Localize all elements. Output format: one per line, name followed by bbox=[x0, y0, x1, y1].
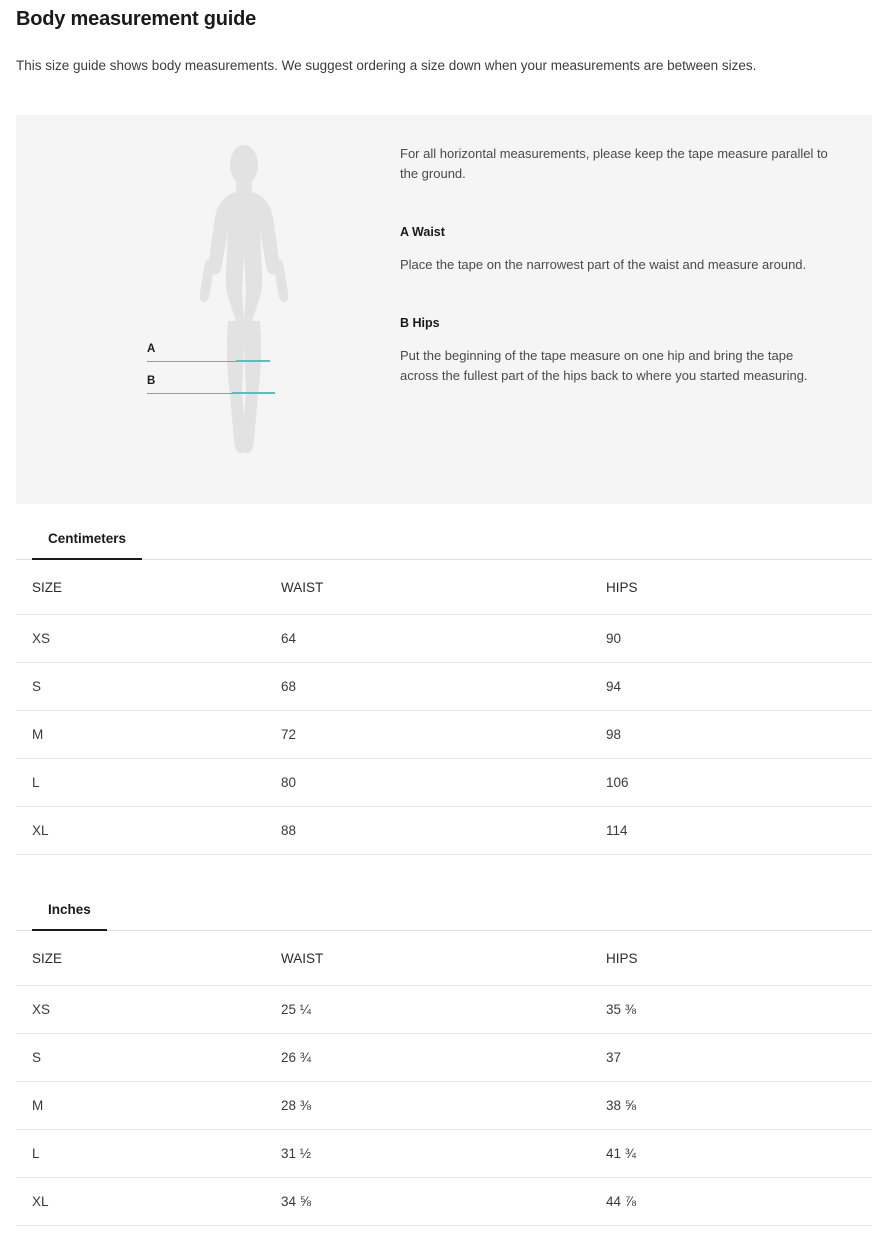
measurement-block-waist bbox=[400, 225, 832, 275]
cell-waist: 34 ⅝ bbox=[281, 1177, 606, 1225]
cell-size: XL bbox=[16, 1177, 281, 1225]
cell-hips: 37 bbox=[606, 1033, 872, 1081]
column-header-size: SIZE bbox=[16, 931, 281, 986]
cell-hips: 38 ⅝ bbox=[606, 1081, 872, 1129]
cell-hips: 94 bbox=[606, 662, 872, 710]
table-row bbox=[16, 614, 872, 662]
measurement-block-hips bbox=[400, 316, 832, 386]
column-header-waist: WAIST bbox=[281, 560, 606, 615]
cell-hips: 35 ⅜ bbox=[606, 985, 872, 1033]
column-header-size: SIZE bbox=[16, 560, 281, 615]
tab-bar-centimeters bbox=[16, 512, 872, 560]
cell-size: L bbox=[16, 758, 281, 806]
cell-waist: 64 bbox=[281, 614, 606, 662]
table-row bbox=[16, 985, 872, 1033]
cell-hips: 98 bbox=[606, 710, 872, 758]
measurement-title-waist: A Waist bbox=[400, 225, 445, 240]
measurement-description-hips: Put the beginning of the tape measure on one hip and bring the tape across the fullest part of the hips back to where you started measuring. bbox=[400, 348, 808, 384]
cell-size: XL bbox=[16, 806, 281, 854]
cell-waist: 72 bbox=[281, 710, 606, 758]
cell-hips: 106 bbox=[606, 758, 872, 806]
size-table-section-inches bbox=[16, 883, 872, 1226]
page-title: Body measurement guide bbox=[16, 8, 257, 30]
measurement-instructions bbox=[384, 115, 872, 504]
measurement-description-waist: Place the tape on the narrowest part of the waist and measure around. bbox=[400, 257, 807, 273]
cell-size: S bbox=[16, 662, 281, 710]
cell-hips: 41 ¾ bbox=[606, 1129, 872, 1177]
section-spacer bbox=[16, 855, 872, 875]
general-measurement-note: For all horizontal measurements, please keep the tape measure parallel to the ground. bbox=[400, 145, 828, 182]
cell-size: L bbox=[16, 1129, 281, 1177]
cell-size: XS bbox=[16, 985, 281, 1033]
cell-waist: 88 bbox=[281, 806, 606, 854]
cell-waist: 80 bbox=[281, 758, 606, 806]
size-table-centimeters bbox=[16, 560, 872, 855]
cell-waist: 26 ¾ bbox=[281, 1033, 606, 1081]
callout-label-b: B bbox=[147, 374, 156, 387]
table-row bbox=[16, 1081, 872, 1129]
cell-hips: 44 ⅞ bbox=[606, 1177, 872, 1225]
column-header-hips: HIPS bbox=[606, 931, 872, 986]
size-table-inches bbox=[16, 931, 872, 1226]
cell-waist: 28 ⅜ bbox=[281, 1081, 606, 1129]
table-row bbox=[16, 1177, 872, 1225]
cell-waist: 25 ¼ bbox=[281, 985, 606, 1033]
callout-label-a: A bbox=[147, 342, 156, 355]
cell-size: M bbox=[16, 1081, 281, 1129]
cell-size: XS bbox=[16, 614, 281, 662]
cell-waist: 31 ½ bbox=[281, 1129, 606, 1177]
page-intro-text: This size guide shows body measurements. We suggest ordering a size down when your measurements are between sizes. bbox=[16, 58, 757, 73]
table-row bbox=[16, 758, 872, 806]
measurement-illustration-panel bbox=[16, 115, 872, 504]
cell-hips: 90 bbox=[606, 614, 872, 662]
tab-centimeters[interactable]: Centimeters bbox=[32, 531, 142, 560]
body-figure-icon bbox=[184, 139, 304, 464]
measurement-title-hips: B Hips bbox=[400, 316, 440, 331]
tab-bar-inches bbox=[16, 883, 872, 931]
cell-hips: 114 bbox=[606, 806, 872, 854]
tab-inches[interactable]: Inches bbox=[32, 902, 107, 931]
table-header-row bbox=[16, 560, 872, 615]
illustration-area bbox=[16, 115, 384, 504]
table-row bbox=[16, 710, 872, 758]
cell-size: M bbox=[16, 710, 281, 758]
table-row bbox=[16, 662, 872, 710]
cell-waist: 68 bbox=[281, 662, 606, 710]
column-header-waist: WAIST bbox=[281, 931, 606, 986]
cell-size: S bbox=[16, 1033, 281, 1081]
size-table-section-centimeters bbox=[16, 512, 872, 855]
table-row bbox=[16, 806, 872, 854]
table-header-row bbox=[16, 931, 872, 986]
waist-measure-line bbox=[236, 360, 270, 362]
table-row bbox=[16, 1129, 872, 1177]
table-row bbox=[16, 1033, 872, 1081]
hips-measure-line bbox=[232, 392, 275, 394]
column-header-hips: HIPS bbox=[606, 560, 872, 615]
